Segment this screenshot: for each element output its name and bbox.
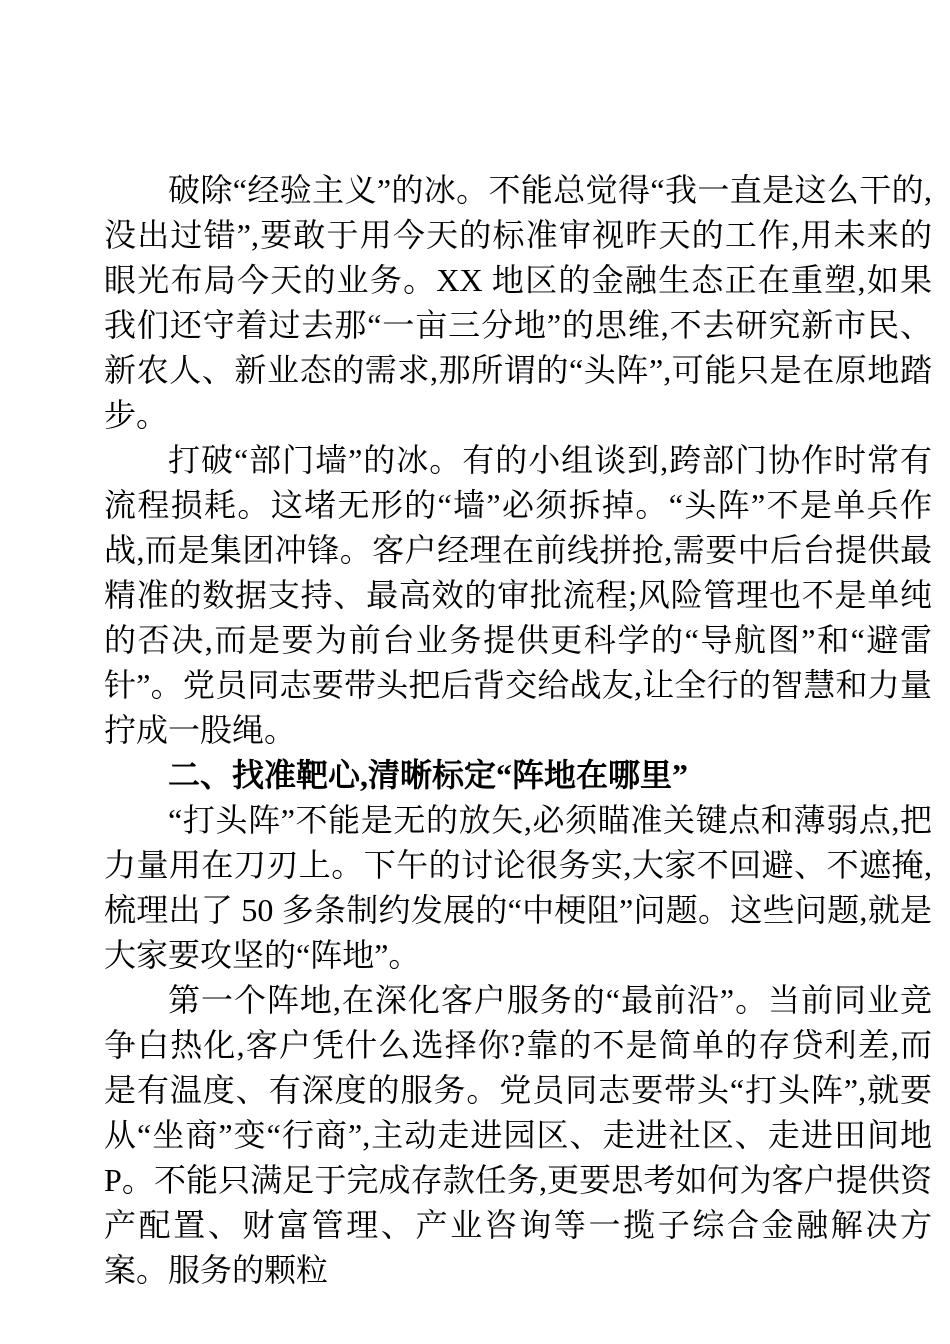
paragraph-break-department-wall-ice: 打破“部门墙”的冰。有的小组谈到,跨部门协作时常有流程损耗。这堵无形的“墙”必须拆掉。“头阵”不是单兵作战,而是集团冲锋。客户经理在前线拼抢,需要中后台提供最精准的数据支持、最高效的审批流程;风险管理也不是单纯的否决,而是要为前台业务提供更科学的“导航图”和“避雷针”。党员同志要带头把后背交给战友,让全行的智慧和力量拧成一股绳。: [104, 442, 932, 748]
document-body: [104, 168, 932, 1293]
section-heading-2: 二、找准靶心,清晰标定“阵地在哪里”: [168, 757, 689, 793]
paragraph-first-battlefield: 第一个阵地,在深化客户服务的“最前沿”。当前同业竞争白热化,客户凭什么选择你?靠的不是简单的存贷利差,而是有温度、有深度的服务。党员同志要带头“打头阵”,就要从“坐商”变“行商”,主动走进园区、走进社区、走进田间地 P。不能只满足于完成存款任务,更要思考如何为客户提供资产配置、财富管理、产业咨询等一揽子综合金融解决方案。服务的颗粒: [104, 982, 932, 1288]
paragraph-break-experience-ice: 破除“经验主义”的冰。不能总觉得“我一直是这么干的,没出过错”,要敢于用今天的标准审视昨天的工作,用未来的眼光布局今天的业务。XX 地区的金融生态正在重塑,如果我们还守着过去那“一亩三分地”的思维,不去研究新市民、新农人、新业态的需求,那所谓的“头阵”,可能只是在原地踏步。: [104, 172, 932, 433]
paragraph-aim-target: “打头阵”不能是无的放矢,必须瞄准关键点和薄弱点,把力量用在刀刃上。下午的讨论很务实,大家不回避、不遮掩,梳理出了 50 多条制约发展的“中梗阻”问题。这些问题,就是大家要攻坚的“阵地”。: [104, 802, 932, 973]
